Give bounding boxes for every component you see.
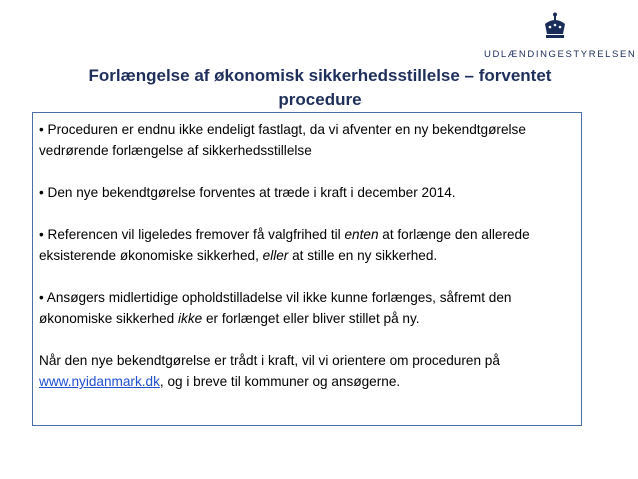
bullet-december-2014: • Den nye bekendtgørelse forventes at træde i kraft i december 2014.	[39, 185, 456, 200]
bullet3-emphasis-enten: enten	[344, 227, 379, 242]
slide-title-line1: Forlængelse af økonomisk sikkerhedsstillelse – forventet	[88, 66, 552, 85]
bullet-procedure-not-final: • Proceduren er endnu ikke endeligt fastlagt, da vi afventer en ny bekendtgørelse vedrørende forlængelse af sikkerhedsstillelse	[39, 122, 526, 158]
bullet3-text-3: at stille en ny sikkerhed.	[288, 248, 438, 263]
bullet4-text-2: er forlænget eller bliver stillet på ny.	[202, 311, 420, 326]
content-box	[32, 112, 582, 426]
bullet3-emphasis-eller: eller	[262, 248, 289, 263]
nyidanmark-link[interactable]: www.nyidanmark.dk	[39, 374, 160, 389]
bullet3-text-2: at forlænge den allerede eksisterende økonomiske sikkerhed,	[39, 227, 530, 263]
bullet4-emphasis-ikke: ikke	[178, 311, 203, 326]
bullet-reference-choice	[39, 224, 575, 266]
closing-paragraph	[39, 350, 575, 392]
udlaendingestyrelsen-logo	[484, 12, 637, 64]
slide-title	[40, 64, 600, 112]
slide-title-line2: procedure	[278, 90, 362, 109]
bullet4-text-1: • Ansøgers midlertidige opholdstilladelse vil ikke kunne forlænges, såfremt den økonomiske sikkerhed	[39, 290, 512, 326]
closing-text-1: Når den nye bekendtgørelse er trådt i kraft, vil vi orientere om proceduren på	[39, 353, 500, 368]
bullet3-text-1: • Referencen vil ligeledes fremover få valgfrihed til	[39, 227, 345, 242]
closing-text-2: , og i breve til kommuner og ansøgerne.	[159, 374, 401, 389]
logo-text: UDLÆNDINGESTYRELSEN	[484, 49, 637, 60]
crown-icon	[542, 12, 568, 42]
bullet-residence-permit	[39, 287, 575, 329]
